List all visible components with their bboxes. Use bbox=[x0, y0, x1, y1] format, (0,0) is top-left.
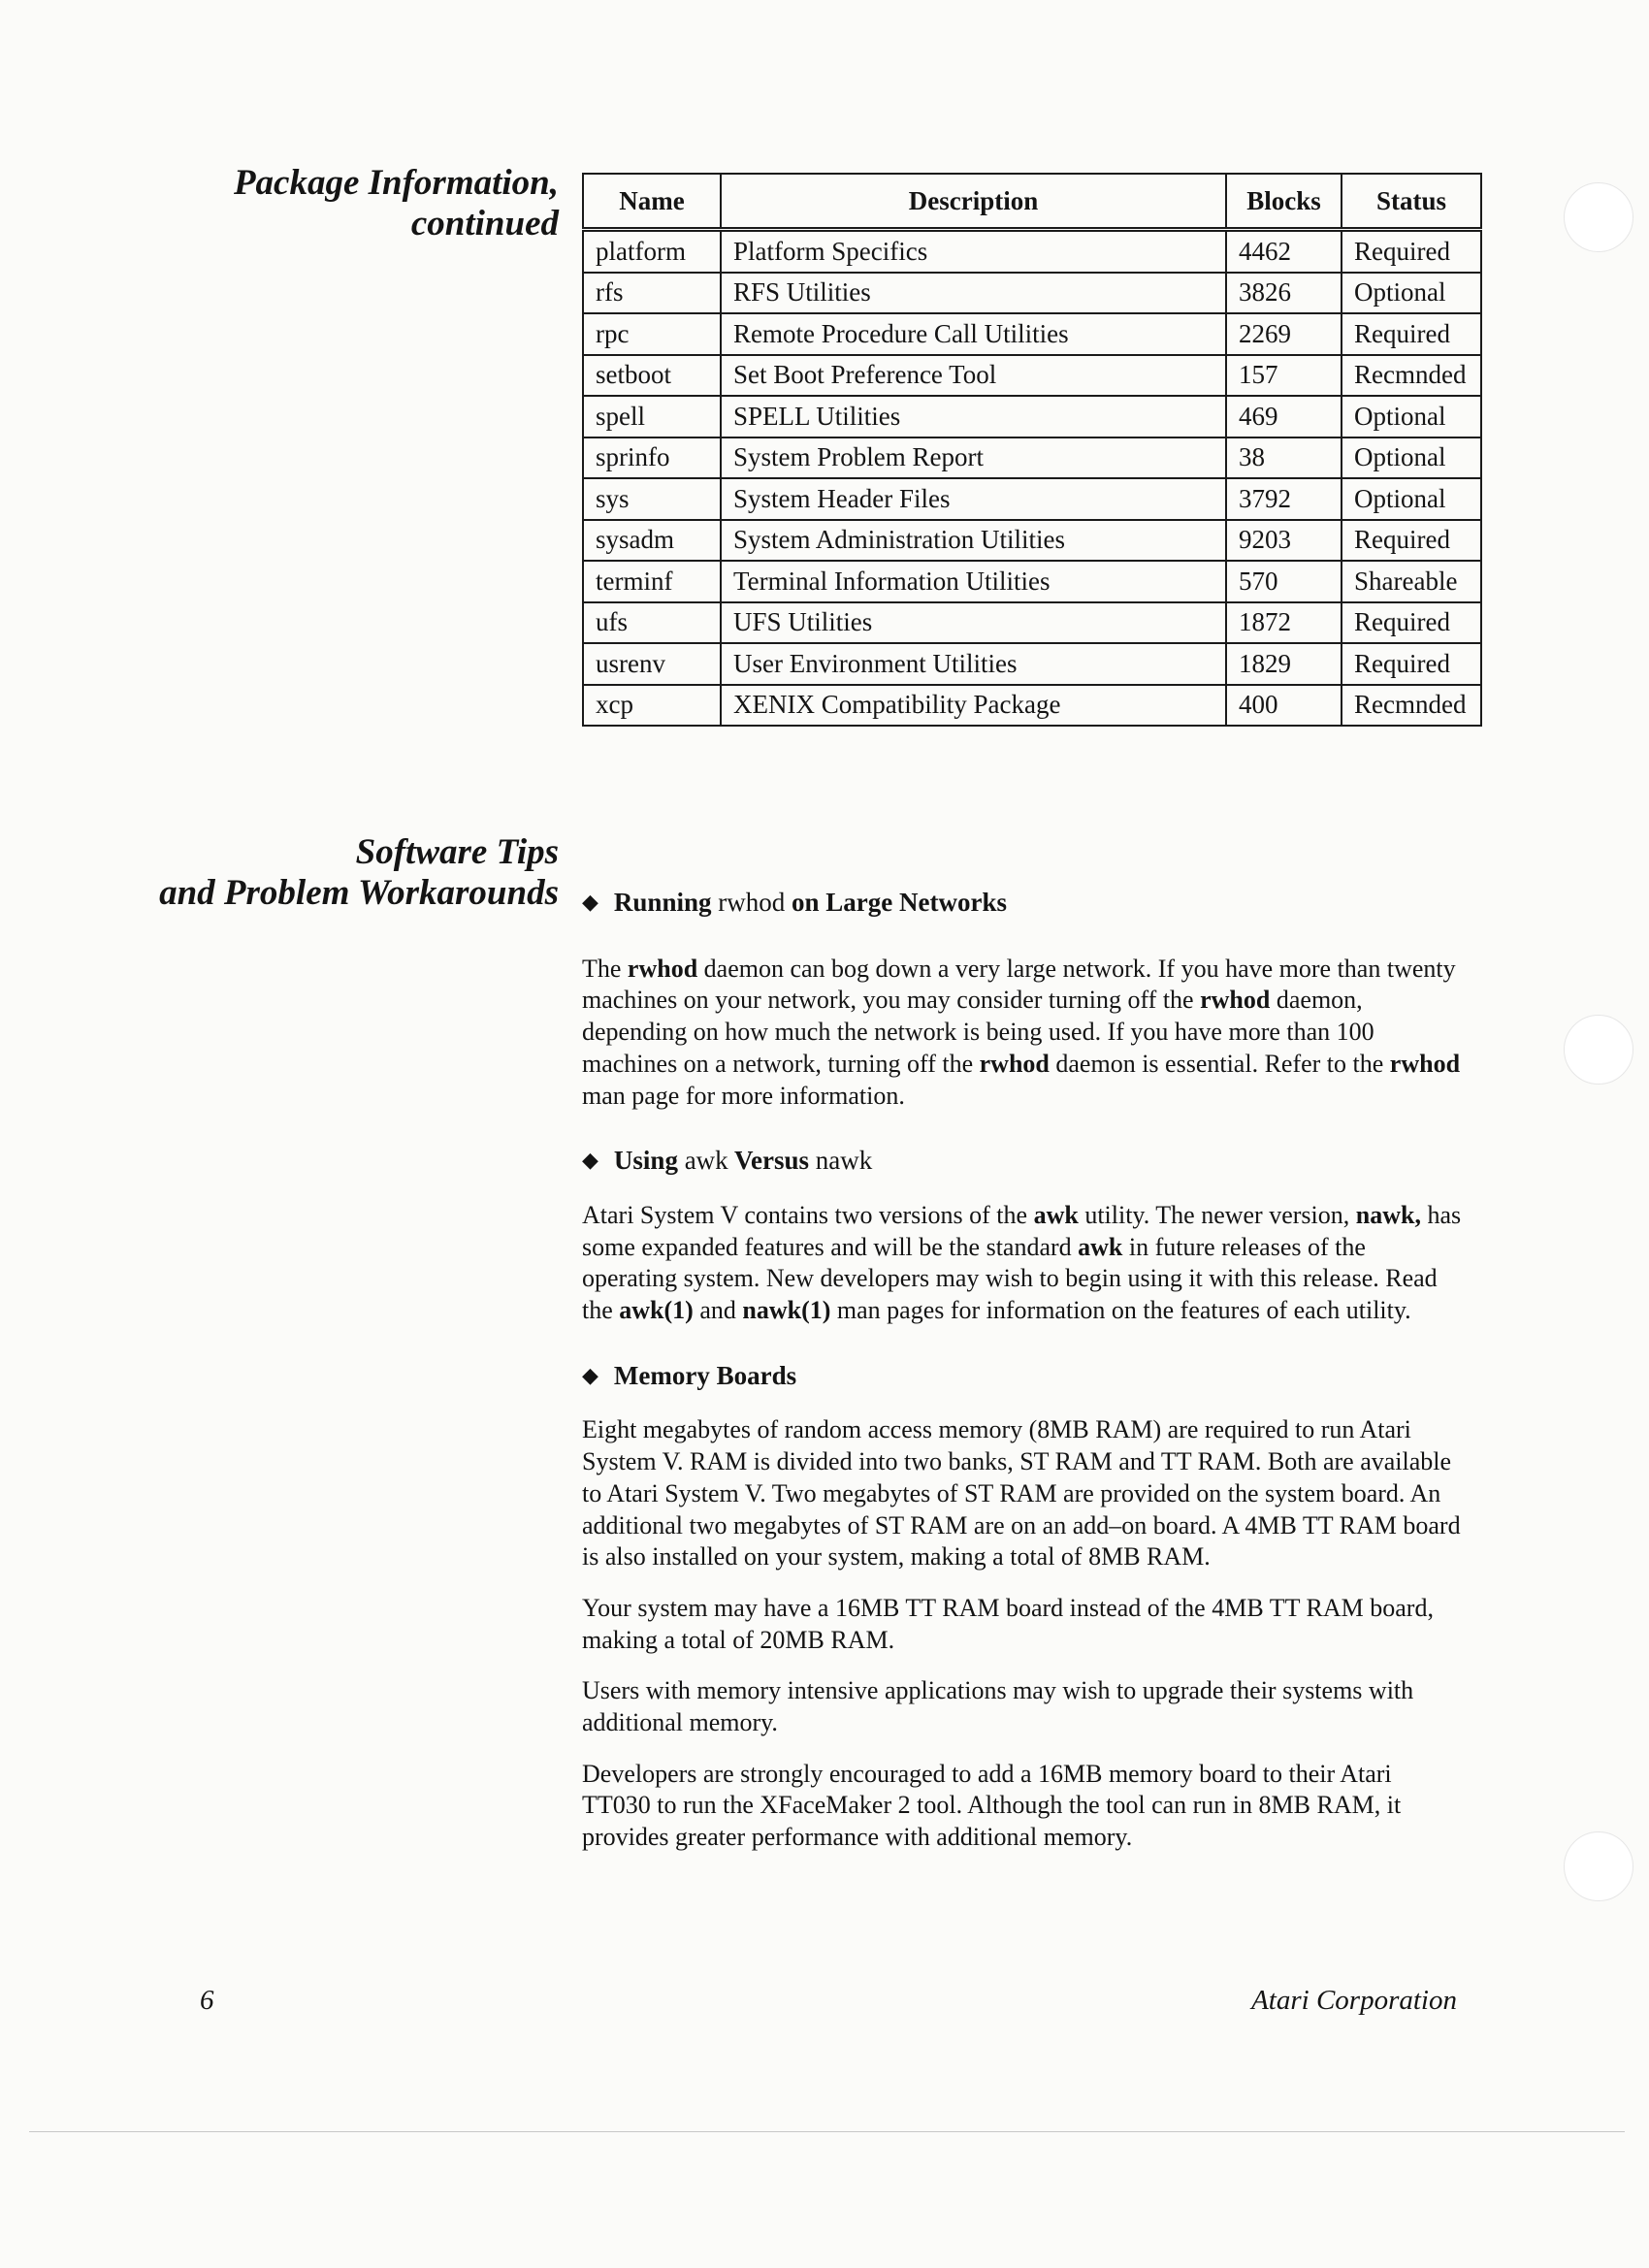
subheading-code: awk bbox=[684, 1146, 728, 1176]
cell-description: Platform Specifics bbox=[721, 230, 1226, 273]
subheading-code: nawk bbox=[815, 1146, 873, 1176]
cell-status: Recmnded bbox=[1342, 685, 1481, 727]
table-body bbox=[583, 230, 1481, 727]
bold-term: rwhod bbox=[1200, 986, 1271, 1015]
cell-blocks: 3792 bbox=[1226, 478, 1342, 520]
table-row bbox=[583, 230, 1481, 273]
bold-term: rwhod bbox=[1389, 1049, 1461, 1078]
cell-description: RFS Utilities bbox=[721, 273, 1226, 314]
cell-name: setboot bbox=[583, 355, 721, 397]
cell-name: rfs bbox=[583, 273, 721, 314]
cell-blocks: 400 bbox=[1226, 685, 1342, 727]
bold-term: rwhod bbox=[627, 954, 698, 983]
software-tips-content bbox=[582, 881, 1465, 1873]
cell-description: XENIX Compatibility Package bbox=[721, 685, 1226, 727]
table-row bbox=[583, 602, 1481, 644]
bold-term: awk bbox=[1033, 1200, 1079, 1229]
subheading-awk bbox=[582, 1145, 1465, 1177]
table-row bbox=[583, 313, 1481, 355]
column-header-name: Name bbox=[583, 174, 721, 230]
awk-paragraph: Atari System V contains two versions of the awk utility. The newer version, nawk, has some expanded features and will be the standard awk in future releases of the operating system. New developers may wish to begin using it with this release. Read the awk(1) and nawk(1) man pages for information on the features of each utility. bbox=[582, 1200, 1462, 1325]
column-header-description: Description bbox=[721, 174, 1226, 230]
cell-blocks: 9203 bbox=[1226, 520, 1342, 562]
table-row bbox=[583, 396, 1481, 437]
cell-description: Terminal Information Utilities bbox=[721, 561, 1226, 602]
heading-line: Software Tips bbox=[355, 832, 559, 872]
table-row bbox=[583, 478, 1481, 520]
table-row bbox=[583, 561, 1481, 602]
cell-name: sys bbox=[583, 478, 721, 520]
cell-blocks: 38 bbox=[1226, 437, 1342, 479]
cell-blocks: 3826 bbox=[1226, 273, 1342, 314]
cell-description: System Problem Report bbox=[721, 437, 1226, 479]
cell-description: SPELL Utilities bbox=[721, 396, 1226, 437]
rwhod-paragraph: The rwhod daemon can bog down a very large network. If you have more than twenty machines on your network, you may consider turning off the rwhod daemon, depending on how much the network is being used. If you have more than 100 machines on a network, turning off the rwhod daemon is essential. Refer to the rwhod man page for more information. bbox=[582, 954, 1461, 1110]
diamond-bullet-icon: ◆ bbox=[582, 890, 598, 914]
memory-paragraph-4: Developers are strongly encouraged to add a 16MB memory board to their Atari TT030 to run the XFaceMaker 2 tool. Although the tool can run in 8MB RAM, it provides greater performance with additional memory. bbox=[582, 1759, 1402, 1852]
bold-term: nawk(1) bbox=[742, 1296, 831, 1325]
subheading-part: Versus bbox=[733, 1146, 809, 1176]
cell-status: Recmnded bbox=[1342, 355, 1481, 397]
memory-paragraph-1: Eight megabytes of random access memory (8MB RAM) are required to run Atari System V. RAM is divided into two banks, ST RAM and TT RAM. Both are available to Atari System V. Two megabytes of ST RAM are provided on the system board. An additional two megabytes of ST RAM are on an add–on board. A 4MB TT RAM board is also installed on your system, making a total of 8MB RAM. bbox=[582, 1415, 1461, 1571]
cell-status: Optional bbox=[1342, 273, 1481, 314]
cell-description: Set Boot Preference Tool bbox=[721, 355, 1226, 397]
cell-name: sysadm bbox=[583, 520, 721, 562]
table-row bbox=[583, 355, 1481, 397]
cell-blocks: 570 bbox=[1226, 561, 1342, 602]
cell-blocks: 469 bbox=[1226, 396, 1342, 437]
cell-description: System Header Files bbox=[721, 478, 1226, 520]
package-table bbox=[582, 173, 1482, 727]
subheading-code: rwhod bbox=[718, 888, 786, 917]
cell-status: Required bbox=[1342, 520, 1481, 562]
cell-status: Required bbox=[1342, 313, 1481, 355]
scan-edge-divider bbox=[29, 2131, 1625, 2132]
bold-term: rwhod bbox=[979, 1049, 1050, 1078]
cell-status: Required bbox=[1342, 230, 1481, 273]
cell-blocks: 1872 bbox=[1226, 602, 1342, 644]
cell-description: User Environment Utilities bbox=[721, 643, 1226, 685]
cell-description: Remote Procedure Call Utilities bbox=[721, 313, 1226, 355]
cell-status: Shareable bbox=[1342, 561, 1481, 602]
punch-hole bbox=[1564, 1015, 1633, 1085]
cell-status: Required bbox=[1342, 643, 1481, 685]
cell-blocks: 4462 bbox=[1226, 230, 1342, 273]
cell-name: terminf bbox=[583, 561, 721, 602]
bold-term: nawk, bbox=[1355, 1200, 1421, 1229]
cell-name: xcp bbox=[583, 685, 721, 727]
subheading-memory-boards bbox=[582, 1360, 1465, 1392]
diamond-bullet-icon: ◆ bbox=[582, 1148, 598, 1173]
subheading-part: on Large Networks bbox=[792, 888, 1007, 917]
memory-paragraph-3: Users with memory intensive applications may wish to upgrade their systems with additional memory. bbox=[582, 1676, 1414, 1737]
column-header-blocks: Blocks bbox=[1226, 174, 1342, 230]
cell-status: Required bbox=[1342, 602, 1481, 644]
table-row bbox=[583, 685, 1481, 727]
cell-status: Optional bbox=[1342, 478, 1481, 520]
subheading-text: Memory Boards bbox=[613, 1360, 797, 1390]
heading-line: and Problem Workarounds bbox=[159, 873, 559, 913]
cell-description: UFS Utilities bbox=[721, 602, 1226, 644]
cell-blocks: 2269 bbox=[1226, 313, 1342, 355]
bold-term: awk bbox=[1078, 1232, 1123, 1261]
package-information-heading bbox=[234, 163, 559, 244]
cell-description: System Administration Utilities bbox=[721, 520, 1226, 562]
cell-name: ufs bbox=[583, 602, 721, 644]
subheading-part: Running bbox=[613, 888, 712, 917]
memory-paragraph-2: Your system may have a 16MB TT RAM board instead of the 4MB TT RAM board, making a total of 20MB RAM. bbox=[582, 1593, 1434, 1654]
cell-blocks: 157 bbox=[1226, 355, 1342, 397]
punch-hole bbox=[1564, 182, 1633, 252]
cell-name: rpc bbox=[583, 313, 721, 355]
diamond-bullet-icon: ◆ bbox=[582, 1362, 598, 1387]
cell-name: platform bbox=[583, 230, 721, 273]
table-header-row bbox=[583, 174, 1481, 230]
cell-status: Optional bbox=[1342, 437, 1481, 479]
column-header-status: Status bbox=[1342, 174, 1481, 230]
subheading-rwhod bbox=[582, 887, 1465, 919]
cell-status: Optional bbox=[1342, 396, 1481, 437]
heading-line: continued bbox=[410, 204, 559, 243]
software-tips-heading bbox=[159, 832, 559, 914]
cell-name: usrenv bbox=[583, 643, 721, 685]
bold-term: awk(1) bbox=[619, 1296, 694, 1325]
table-row bbox=[583, 643, 1481, 685]
subheading-text bbox=[614, 1145, 872, 1177]
cell-name: sprinfo bbox=[583, 437, 721, 479]
table-row bbox=[583, 520, 1481, 562]
table-row bbox=[583, 437, 1481, 479]
footer-company: Atari Corporation bbox=[1251, 1985, 1457, 2016]
subheading-text bbox=[614, 887, 1007, 919]
heading-line: Package Information, bbox=[233, 163, 559, 203]
table-row bbox=[583, 273, 1481, 314]
punch-hole bbox=[1564, 1831, 1633, 1901]
cell-name: spell bbox=[583, 396, 721, 437]
page-number: 6 bbox=[200, 1985, 214, 2016]
cell-blocks: 1829 bbox=[1226, 643, 1342, 685]
subheading-part: Using bbox=[613, 1146, 678, 1176]
